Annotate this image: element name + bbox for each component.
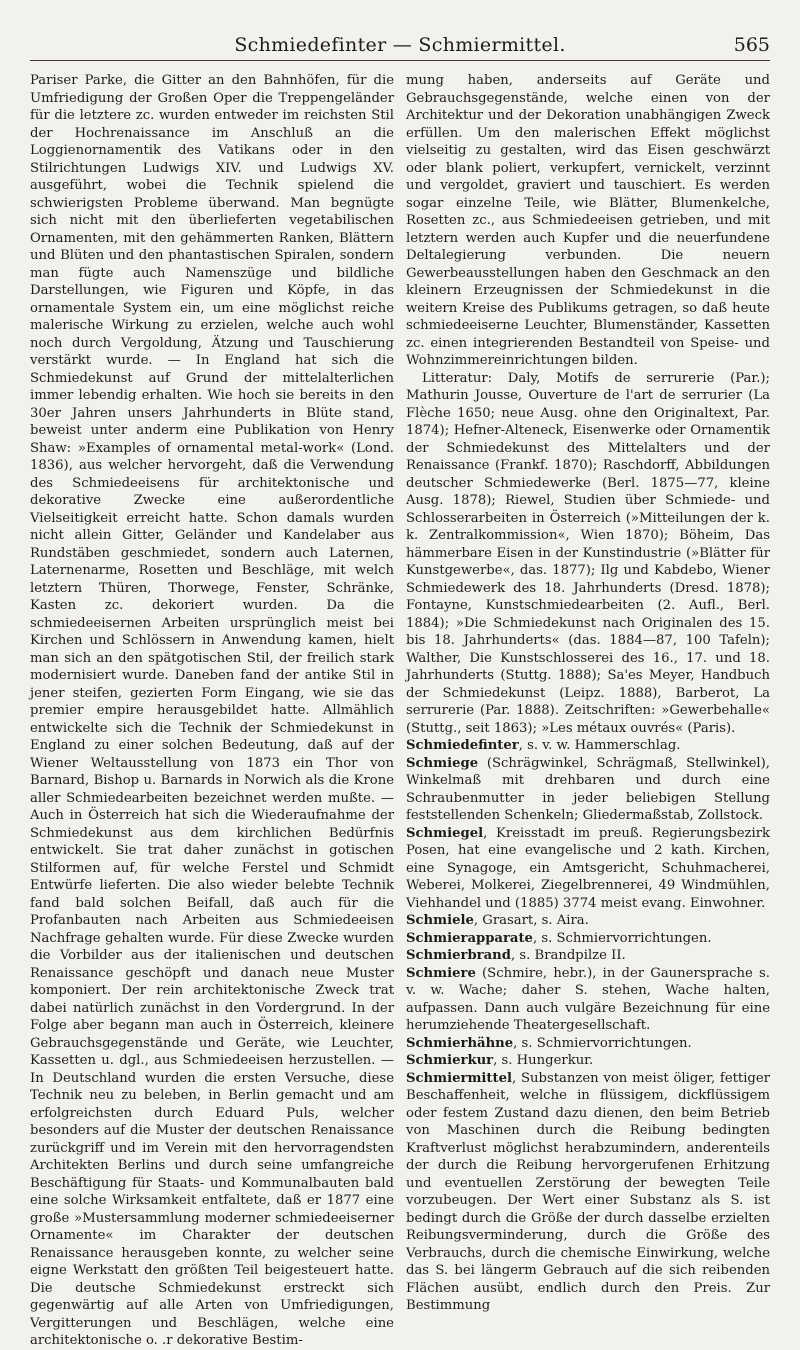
entry-headword: Schmiere (406, 965, 476, 981)
entry-headword: Schmierhähne (406, 1035, 514, 1051)
entry-schmiere (406, 965, 770, 1035)
article-body-left: Pariser Parke, die Gitter an den Bahnhöfen, für die Umfriedigung der Großen Oper die Treppengeländer für die letztere zc. wurden entweder im reichsten Stil der Hochrenaissance im Anschluß an die Loggienornamentik des Vatikans oder in den Stilrichtungen Ludwigs XIV. und Ludwigs XV. ausgeführt, wobei die Technik spielend die schwierigsten Probleme überwand. Man begnügte sich nicht mit den überlieferten vegetabilischen Ornamenten, mit den gehämmerten Ranken, Blättern und Blüten und den phantastischen Spiralen, sondern man fügte auch Namenszüge und bildliche Darstellungen, wie Figuren und Köpfe, in das ornamentale System ein, um eine möglichst reiche malerische Wirkung zu erzielen, welche auch wohl noch durch Vergoldung, Ätzung und Tauschierung verstärkt wurde. — In England hat sich die Schmiedekunst auf Grund der mittelalterlichen immer lebendig erhalten. Wie hoch sie bereits in den 30er Jahren unsers Jahrhunderts in Blüte stand, beweist unter anderm eine Publikation von Henry Shaw: »Examples of ornamental metal-work« (Lond. 1836), aus welcher hervorgeht, daß die Verwendung des Schmiedeeisens für architektonische und dekorative Zwecke eine außerordentliche Vielseitigkeit erreicht hatte. Schon damals wurden nicht allein Gitter, Geländer und Kandelaber aus Rundstäben geschmiedet, sondern auch Laternen, Laternenarme, Rosetten und Beschläge, mit welch letztern Thüren, Thorwege, Fenster, Schränke, Kasten zc. dekoriert wurden. Da die schmiedeeisernen Arbeiten ursprünglich meist bei Kirchen und Schlössern in Anwendung kamen, hielt man sich an den spätgotischen Stil, der freilich stark modernisiert wurde. Daneben fand der antike Stil in jener steifen, gezierten Form Eingang, wie sie das premier empire herausgebildet hatte. Allmählich entwickelte sich die Technik der Schmiedekunst in England zu einer solchen Bedeutung, daß auf der Wiener Weltausstellung von 1873 ein Thor von Barnard, Bishop u. Barnards in Norwich als die Krone aller Schmiedearbeiten bezeichnet werden mußte. — Auch in Österreich hat sich die Wiederaufnahme der Schmiedekunst aus dem kirchlichen Bedürfnis entwickelt. Sie trat daher zunächst in gotischen Stilformen auf, für welche Ferstel und Schmidt Entwürfe lieferten. Die also wieder belebte Technik fand bald solchen Beifall, daß auch für die Profanbauten nach Arbeiten aus Schmiedeeisen Nachfrage gehalten wurde. Für diese Zwecke wurden die Vorbilder aus der italienischen und deutschen Renaissance geschöpft und danach neue Muster komponiert. Der rein architektonische Zweck trat dabei natürlich zunächst in den Vordergrund. In der Folge aber begann man auch in Österreich, kleinere Gebrauchsgegenstände und Geräte, wie Leuchter, Kassetten u. dgl., aus Schmiedeeisen herzustellen. — In Deutschland wurden die ersten Versuche, diese Technik neu zu beleben, in Berlin gemacht und am erfolgreichsten durch Eduard Puls, welcher besonders auf die Muster der deutschen Renaissance zurückgriff und im Verein mit den hervorragendsten Architekten Berlins und durch seine umfangreiche Beschäftigung für Staats- und Kommunalbauten bald eine solche Wirksamkeit entfaltete, daß er 1877 eine große »Mustersammlung moderner schmiedeeiserner Ornamente« im Charakter der deutschen Renaissance herausgeben konnte, zu welcher seine eigne Werkstatt den größten Teil beigesteuert hatte. Die deutsche Schmiedekunst erstreckt sich gegenwärtig auf alle Arten von Umfriedigungen, Vergitterungen und Beschlägen, welche eine architektonische o. .r dekorative Bestim- (30, 73, 394, 1348)
entry-schmiedefinter (406, 737, 770, 755)
left-column (30, 72, 394, 1348)
right-column (406, 72, 770, 1313)
entry-text: (Schrägwinkel, Schrägmaß, Stellwinkel), Winkelmaß mit drehbaren und durch eine Schraubenmutter in jeder beliebigen Stellung feststellenden Schenkeln; Gliedermaßstab, Zollstock. (406, 755, 770, 823)
entry-text: , Kreisstadt im preuß. Regierungsbezirk Posen, hat eine evangelische und 2 kath. Kirchen, eine Synagoge, ein Amtsgericht, Schuhmacherei, Weberei, Molkerei, Ziegelbrennerei, 49 Windmühlen, Viehhandel und (1885) 3774 meist evang. Einwohner. (406, 825, 770, 911)
entry-headword: Schmierapparate (406, 930, 533, 946)
entry-text: , s. Brandpilze II. (510, 948, 626, 963)
running-title: Schmiedefinter — Schmiermittel. (234, 34, 566, 56)
entry-text: , s. Schmiervorrichtungen. (532, 930, 712, 946)
text-columns (30, 72, 770, 1348)
entry-text: (Schmire, hebr.), in der Gaunersprache s. v. w. Wache; daher S. stehen, Wache halten, aufpassen. Dann auch vulgäre Bezeichnung für eine herumziehende Theatergesellschaft. (406, 965, 770, 1033)
entry-headword: Schmierbrand (406, 948, 511, 963)
entry-schmiermittel (406, 1070, 770, 1315)
entry-schmierhaehne (406, 1035, 770, 1053)
entry-text: , s. v. w. Hammerschlag. (518, 738, 681, 753)
entry-headword: Schmiermittel (406, 1070, 512, 1086)
entry-schmierbrand (406, 947, 770, 965)
entry-schmiegel (406, 825, 770, 913)
entry-headword: Schmiegel (406, 825, 484, 841)
literature-paragraph: Litteratur: Daly, Motifs de serrurerie (Par.); Mathurin Jousse, Ouverture de l'art de serrurier (La Flèche 1650; neue Ausg. ohne den Originaltext, Par. 1874); Hefner-Alteneck, Eisenwerke oder Ornamentik der Schmiedekunst des Mittelalters und der Renaissance (Frankf. 1870); Raschdorff, Abbildungen deutscher Schmiedewerke (Berl. 1875—77, kleine Ausg. 1878); Riewel, Studien über Schmiede- und Schlosserarbeiten in Österreich (»Mitteilungen der k. k. Zentralkommission«, Wien 1870); Böheim, Das hämmerbare Eisen in der Kunstindustrie (»Blätter für Kunstgewerbe«, das. 1877); Ilg und Kabdebo, Wiener Schmiedewerk des 18. Jahrhunderts (Dresd. 1878); Fontayne, Kunstschmiedearbeiten (2. Aufl., Berl. 1884); »Die Schmiedekunst nach Originalen des 15. bis 18. Jahrhunderts« (das. 1884—87, 100 Tafeln); Walther, Die Kunstschlosserei des 16., 17. und 18. Jahrhunderts (Stuttg. 1888); Sa'es Meyer, Handbuch der Schmiedekunst (Leipz. 1888), Barberot, La serrurerie (Par. 1888). Zeitschriften: »Gewerbehalle« (Stuttg., seit 1863); »Les métaux ouvrés« (Paris). (406, 370, 770, 736)
page-header (30, 34, 770, 61)
entry-headword: Schmierkur (406, 1053, 494, 1068)
entry-headword: Schmiele (406, 913, 474, 928)
entry-schmiege (406, 755, 770, 825)
entry-text: , s. Schmiervorrichtungen. (513, 1035, 692, 1051)
entry-schmierkur (406, 1052, 770, 1070)
entry-schmiele (406, 912, 770, 930)
entry-text: , Grasart, s. Aira. (473, 913, 589, 928)
entry-schmierapparate (406, 930, 770, 948)
entry-headword: Schmiedefinter (406, 738, 519, 753)
page-number: 565 (733, 34, 770, 56)
entry-text: , Substanzen von meist öliger, fettiger Beschaffenheit, welche in flüssigem, dickflüssigem oder festem Zustand dazu dienen, den beim Betrieb von Maschinen durch die Reibung bedingten Kraftverlust möglichst herabzumindern, anderenteils der durch die Reibung hervorgerufenen Erhitzung und eventuellen Zerstörung der bewegten Teile vorzubeugen. Der Wert einer Substanz als S. ist bedingt durch die Größe der durch dasselbe erzielten Reibungsverminderung, durch die Größe des Verbrauchs, durch die chemische Einwirkung, welche das S. bei längerm Gebrauch auf die sich reibenden Flächen ausübt, endlich durch den Preis. Zur Bestimmung (406, 1070, 770, 1313)
entry-headword: Schmiege (406, 755, 479, 771)
entry-text: , s. Hungerkur. (493, 1053, 594, 1068)
article-body-continuation: mung haben, anderseits auf Geräte und Gebrauchsgegenstände, welche einen von der Architektur und der Dekoration unabhängigen Zweck erfüllen. Um den malerischen Effekt möglichst vielseitig zu gestalten, wird das Eisen geschwärzt oder blank poliert, verkupfert, vernickelt, verzinnt und vergoldet, graviert und tauschiert. Es werden sogar einzelne Teile, wie Blätter, Blumenkelche, Rosetten zc., aus Schmiedeeisen getrieben, und mit letztern werden auch Kupfer und die neuerfundene Deltalegierung verbunden. Die neuern Gewerbeausstellungen haben den Geschmack an den kleinern Erzeugnissen der Schmiedekunst in die weitern Kreise des Publikums getragen, so daß heute schmiedeeiserne Leuchter, Blumenständer, Kassetten zc. einen integrierenden Bestandteil von Speise- und Wohnzimmereinrichtungen bilden. (406, 73, 770, 368)
